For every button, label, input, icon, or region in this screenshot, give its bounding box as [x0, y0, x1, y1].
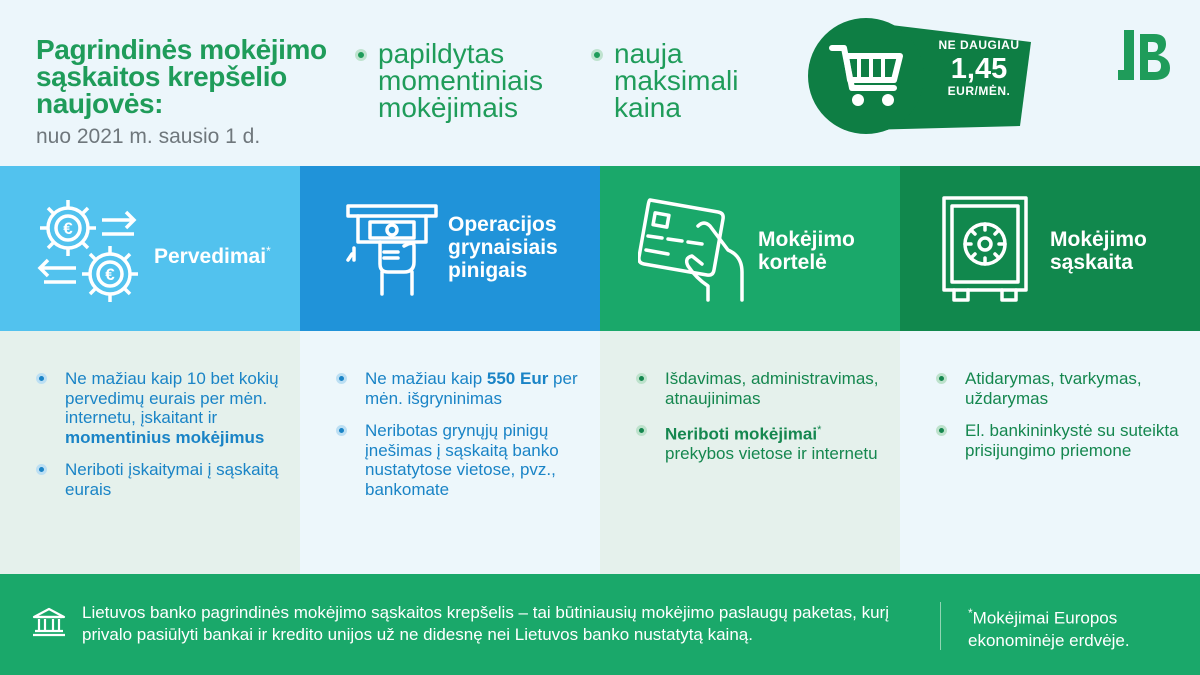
column-header — [0, 166, 300, 331]
bullet-dot — [591, 49, 603, 61]
list-item: Ne mažiau kaip 550 Eur per mėn. išgryninimas — [336, 369, 586, 408]
footer — [0, 574, 1200, 675]
column-header — [900, 166, 1200, 331]
column-title: Pervedimai* — [154, 244, 271, 268]
svg-text:€: € — [63, 219, 73, 238]
bullet-dot — [355, 49, 367, 61]
svg-text:€: € — [105, 265, 115, 284]
column-bullets — [936, 369, 1186, 473]
service-columns — [0, 166, 1200, 574]
feature-text: nauja maksimali kaina — [614, 38, 739, 123]
payment-card-hand-icon — [638, 196, 750, 302]
column-header — [300, 166, 600, 331]
column-bullets — [636, 369, 886, 477]
column-header — [600, 166, 900, 331]
footnote-mark: * — [968, 606, 973, 620]
list-item: Ne mažiau kaip 10 bet kokių pervedimų eurais per mėn. internetu, įskaitant ir momentinius mokėjimus — [36, 369, 286, 447]
euro-gears-transfer-icon — [30, 192, 148, 308]
footnote-mark: * — [266, 244, 271, 258]
price-unit: EUR/MĖN. — [947, 84, 1011, 98]
footer-description: Lietuvos banko pagrindinės mokėjimo sąskaitos krepšelis – tai būtiniausių mokėjimo paslaugų paketas, kurį privalo pasiūlyti bankai ir kredito unijos už ne didesnę nei Lietuvos banko nustatytą kainą. — [82, 603, 889, 644]
bank-building-icon — [32, 607, 66, 637]
atm-cash-icon — [344, 202, 440, 298]
column-title: Mokėjimo sąskaita — [1050, 228, 1147, 274]
footer-divider — [940, 602, 941, 650]
page-subtitle: nuo 2021 m. sausio 1 d. — [36, 125, 261, 148]
column-bullets — [336, 369, 586, 512]
price-value: 1,45 — [950, 53, 1008, 85]
list-item: Atidarymas, tvarkymas, uždarymas — [936, 369, 1186, 408]
price-prefix: NE DAUGIAU — [938, 38, 1020, 52]
column-cash — [300, 166, 600, 574]
list-item: Neriboti įskaitymai į sąskaitą eurais — [36, 460, 286, 499]
feature-new-price — [614, 40, 774, 121]
list-item: Neribotas grynųjų pinigų įnešimas į sąskaitą banko nustatytose vietose, pvz., bankomate — [336, 421, 586, 499]
safe-vault-icon — [940, 194, 1030, 306]
column-transfers — [0, 166, 300, 574]
page-title: Pagrindinės mokėjimo sąskaitos krepšelio naujovės: — [36, 34, 327, 119]
column-title: Operacijos grynaisiais pinigais — [448, 213, 558, 282]
list-item: El. bankininkystė su suteikta prisijungimo priemone — [936, 421, 1186, 460]
lb-logo-icon — [1118, 28, 1172, 84]
feature-text: papildytas momentiniais mokėjimais — [378, 38, 543, 123]
shopping-cart-icon — [826, 42, 906, 112]
list-item: Neriboti mokėjimai* prekybos vietose ir internetu — [636, 421, 886, 464]
price-label — [924, 38, 1034, 98]
footnote: *Mokėjimai Europos ekonominėje erdvėje. — [968, 606, 1130, 650]
column-title: Mokėjimo kortelė — [758, 228, 855, 274]
column-card — [600, 166, 900, 574]
column-account — [900, 166, 1200, 574]
price-badge — [806, 16, 1036, 134]
column-bullets — [36, 369, 286, 512]
list-item: Išdavimas, administravimas, atnaujinimas — [636, 369, 886, 408]
header — [0, 0, 1200, 166]
feature-instant-payments — [378, 40, 578, 121]
